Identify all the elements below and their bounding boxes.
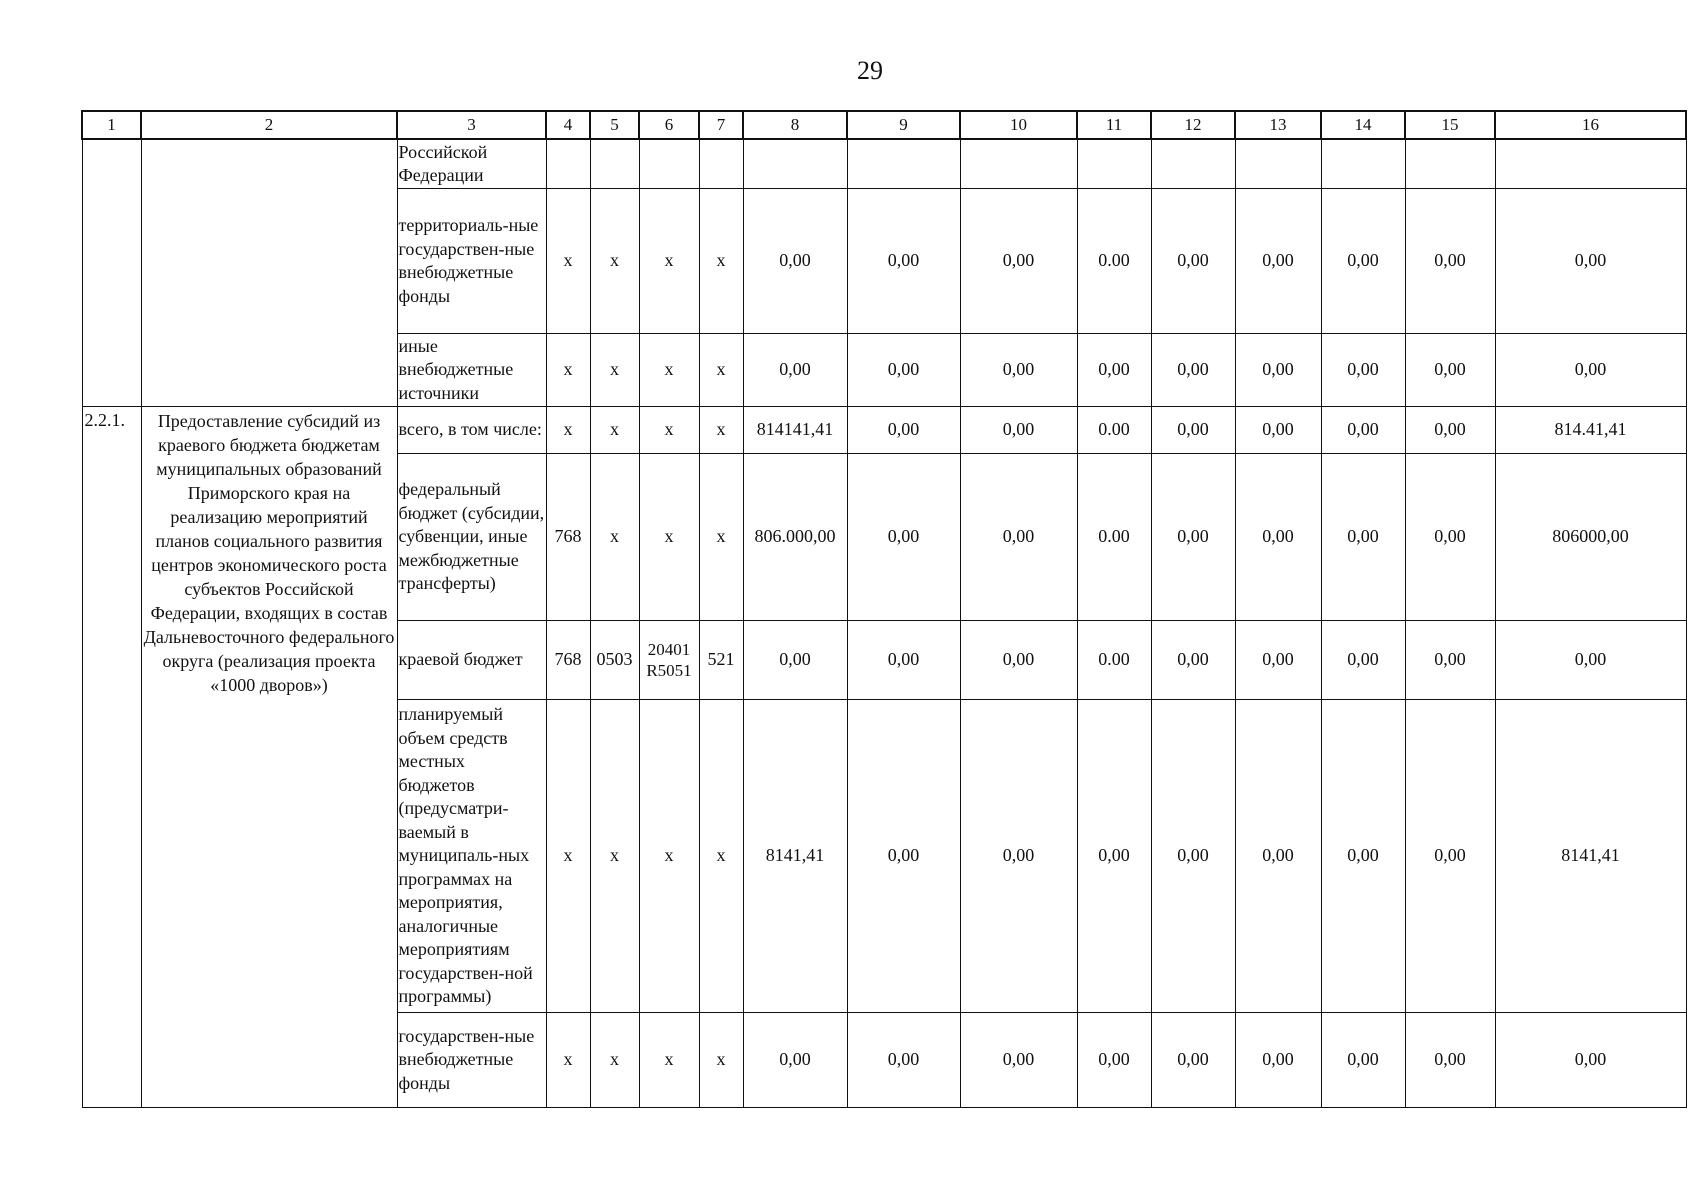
cell: 0,00 <box>1321 189 1405 334</box>
table-row <box>82 407 1686 454</box>
cell: 0,00 <box>1495 621 1686 700</box>
cell: 0,00 <box>1151 189 1235 334</box>
cell: 0,00 <box>1405 334 1495 407</box>
cell: 8141,41 <box>1495 700 1686 1013</box>
cell: x <box>699 189 743 334</box>
header-cell: 13 <box>1235 111 1321 139</box>
name-cell <box>141 139 397 407</box>
header-cell: 1 <box>82 111 141 139</box>
cell: 0,00 <box>1321 407 1405 454</box>
cell: 0,00 <box>847 407 960 454</box>
cell <box>639 139 699 189</box>
cell: 0,00 <box>1235 1013 1321 1108</box>
cell: 0,00 <box>847 700 960 1013</box>
header-cell: 2 <box>141 111 397 139</box>
measure-number: 2.2.1. <box>82 407 141 1108</box>
cell: x <box>546 1013 590 1108</box>
header-cell: 10 <box>960 111 1077 139</box>
header-cell: 6 <box>639 111 699 139</box>
cell: 0,00 <box>1235 189 1321 334</box>
cell: 0,00 <box>1405 1013 1495 1108</box>
header-cell: 14 <box>1321 111 1405 139</box>
cell: 0,00 <box>1235 454 1321 621</box>
cell: 0,00 <box>1151 621 1235 700</box>
cell: 0,00 <box>1495 1013 1686 1108</box>
cell: x <box>699 1013 743 1108</box>
cell: 20401 R5051 <box>639 621 699 700</box>
cell <box>590 139 639 189</box>
cell: x <box>639 334 699 407</box>
cell <box>743 139 847 189</box>
cell: x <box>639 189 699 334</box>
cell <box>1405 139 1495 189</box>
cell: x <box>639 454 699 621</box>
cell: 0,00 <box>1321 700 1405 1013</box>
cell: x <box>546 334 590 407</box>
cell: 0,00 <box>847 334 960 407</box>
cell: 0,00 <box>1235 334 1321 407</box>
cell: 0,00 <box>1077 700 1151 1013</box>
header-cell: 3 <box>397 111 546 139</box>
cell <box>847 139 960 189</box>
cell <box>960 139 1077 189</box>
cell: 0,00 <box>960 454 1077 621</box>
cell: 768 <box>546 621 590 700</box>
cell <box>1077 139 1151 189</box>
cell: 0,00 <box>1235 407 1321 454</box>
cell: x <box>699 700 743 1013</box>
cell: 0,00 <box>743 334 847 407</box>
cell: 0,00 <box>960 189 1077 334</box>
header-cell: 5 <box>590 111 639 139</box>
cell: x <box>590 1013 639 1108</box>
cell: 0,00 <box>960 407 1077 454</box>
cell: x <box>699 334 743 407</box>
header-cell: 9 <box>847 111 960 139</box>
header-cell: 8 <box>743 111 847 139</box>
cell <box>699 139 743 189</box>
cell: x <box>590 334 639 407</box>
funding-source-cell: государствен-ные внебюджетные фонды <box>397 1013 546 1108</box>
cell: 0,00 <box>1321 334 1405 407</box>
cell: 0,00 <box>960 1013 1077 1108</box>
cell: 0,00 <box>743 189 847 334</box>
cell: 0,00 <box>1151 1013 1235 1108</box>
cell <box>1235 139 1321 189</box>
cell: 814141,41 <box>743 407 847 454</box>
cell: x <box>699 454 743 621</box>
header-cell: 12 <box>1151 111 1235 139</box>
cell <box>1321 139 1405 189</box>
page-number: 29 <box>857 56 883 85</box>
funding-source-cell: Российской Федерации <box>397 139 546 189</box>
cell: 8141,41 <box>743 700 847 1013</box>
table-row <box>82 139 1686 189</box>
cell: 0.00 <box>1077 454 1151 621</box>
cell: 0,00 <box>960 621 1077 700</box>
cell: 0.00 <box>1077 189 1151 334</box>
cell <box>1495 139 1686 189</box>
cell: 0,00 <box>1151 454 1235 621</box>
cell: x <box>590 407 639 454</box>
measure-name: Предоставление субсидий из краевого бюджета бюджетам муниципальных образований Приморского края на реализацию мероприятий планов социального развития центров экономического роста субъектов Российской Федерации, входящих в состав Дальневосточного федерального округа (реализация проекта «1000 дворов») <box>141 407 397 1108</box>
cell: 0,00 <box>743 1013 847 1108</box>
cell: 0,00 <box>1077 1013 1151 1108</box>
header-cell: 7 <box>699 111 743 139</box>
cell: 806000,00 <box>1495 454 1686 621</box>
cell: x <box>699 407 743 454</box>
cell: 0,00 <box>1321 454 1405 621</box>
funding-source-cell: федеральный бюджет (субсидии, субвенции, иные межбюджетные трансферты) <box>397 454 546 621</box>
cell: 0.00 <box>1077 407 1151 454</box>
cell: 0,00 <box>847 1013 960 1108</box>
cell: 0,00 <box>1405 189 1495 334</box>
cell <box>1151 139 1235 189</box>
cell: 0,00 <box>1405 454 1495 621</box>
cell: 0,00 <box>847 454 960 621</box>
cell: 0,00 <box>1405 700 1495 1013</box>
cell: x <box>590 454 639 621</box>
cell: 0,00 <box>1151 407 1235 454</box>
cell: 0.00 <box>1077 621 1151 700</box>
funding-source-cell: всего, в том числе: <box>397 407 546 454</box>
cell: x <box>639 407 699 454</box>
cell: 806.000,00 <box>743 454 847 621</box>
cell: 521 <box>699 621 743 700</box>
cell: 0,00 <box>1077 334 1151 407</box>
cell: 0,00 <box>847 621 960 700</box>
cell: 0,00 <box>1235 700 1321 1013</box>
header-cell: 16 <box>1495 111 1686 139</box>
budget-table <box>81 110 1687 1108</box>
funding-source-cell: краевой бюджет <box>397 621 546 700</box>
cell: x <box>590 189 639 334</box>
column-number-row <box>82 111 1686 139</box>
cell: 0,00 <box>1405 407 1495 454</box>
cell: 0,00 <box>1151 700 1235 1013</box>
cell: 0,00 <box>1495 334 1686 407</box>
cell: 0,00 <box>1321 621 1405 700</box>
funding-source-cell: иные внебюджетные источники <box>397 334 546 407</box>
cell: 0,00 <box>847 189 960 334</box>
header-cell: 15 <box>1405 111 1495 139</box>
cell: 0,00 <box>960 700 1077 1013</box>
cell: 0,00 <box>1495 189 1686 334</box>
cell: x <box>546 189 590 334</box>
funding-source-cell: планируемый объем средств местных бюджетов (предусматри-ваемый в муниципаль-ных программах на мероприятия, аналогичные мероприятиям государствен-ной программы) <box>397 700 546 1013</box>
cell <box>546 139 590 189</box>
cell: 814.41,41 <box>1495 407 1686 454</box>
cell: 0,00 <box>1405 621 1495 700</box>
number-cell <box>82 139 141 407</box>
cell: x <box>546 700 590 1013</box>
cell: 0503 <box>590 621 639 700</box>
cell: 0,00 <box>1151 334 1235 407</box>
cell: x <box>590 700 639 1013</box>
cell: x <box>639 1013 699 1108</box>
cell: 0,00 <box>960 334 1077 407</box>
header-cell: 11 <box>1077 111 1151 139</box>
cell: x <box>639 700 699 1013</box>
cell: 0,00 <box>1235 621 1321 700</box>
header-cell: 4 <box>546 111 590 139</box>
cell: x <box>546 407 590 454</box>
cell: 0,00 <box>1321 1013 1405 1108</box>
cell: 0,00 <box>743 621 847 700</box>
cell: 768 <box>546 454 590 621</box>
funding-source-cell: территориаль-ные государствен-ные внебюджетные фонды <box>397 189 546 334</box>
